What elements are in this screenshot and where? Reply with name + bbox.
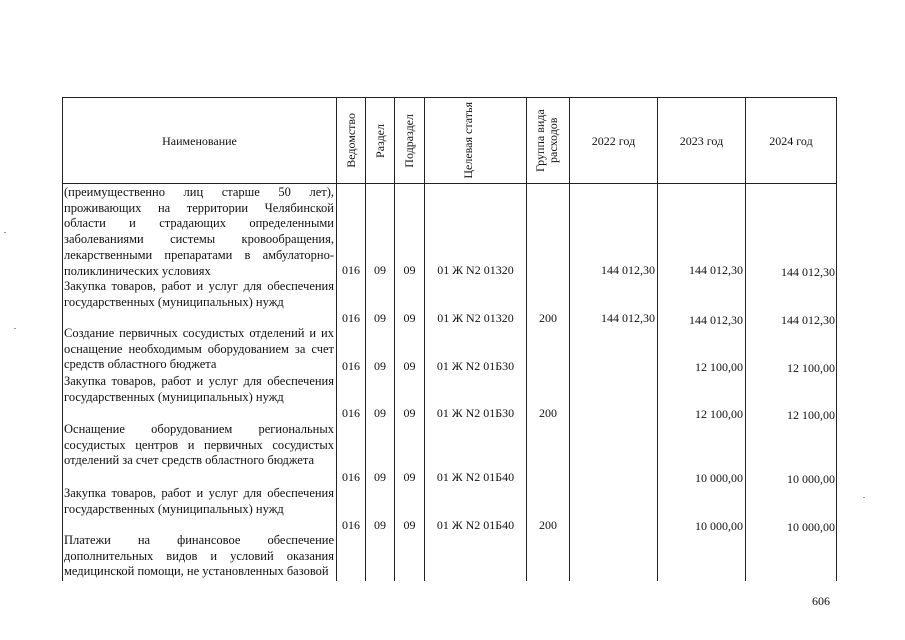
row-description: Платежи на финансовое обеспечение дополнительных видов и условий оказания медицинской помощи, не установленных базовой (64, 533, 334, 579)
cell-2023: 10 000,00 (695, 471, 743, 485)
cell-celevaya-statya: 01 Ж N2 01Б30 (436, 406, 515, 420)
cell-celevaya-statya: 01 Ж N2 01Б30 (436, 359, 515, 373)
cell-2022: 144 012,30 (601, 311, 655, 325)
cell-podrazdel: 09 (403, 406, 416, 420)
cell-razdel: 09 (374, 518, 386, 532)
row-description: Создание первичных сосудистых отделений и их оснащение необходимым оборудованием за счет средств областного бюджета (64, 326, 334, 372)
scan-speck (4, 232, 6, 233)
cell-2023: 12 100,00 (695, 407, 743, 421)
row-description: (преимущественно лиц старше 50 лет), проживающих на территории Челябинской области и страдающих определенными заболеваниями системы кровообращения, лекарственными препаратами в амбулаторно-поликлинических условиях (64, 185, 334, 278)
cell-vedomstvo: 016 (342, 311, 360, 325)
cell-razdel: 09 (374, 311, 386, 325)
cell-celevaya-statya: 01 Ж N2 01320 (437, 311, 514, 325)
cell-razdel: 09 (374, 263, 386, 277)
header-razdel: Раздел (372, 123, 387, 158)
cell-celevaya-statya: 01 Ж N2 01Б40 (436, 518, 515, 532)
header-name: Наименование (162, 133, 237, 148)
cell-2024: 144 012,30 (781, 265, 835, 279)
cell-vedomstvo: 016 (342, 406, 360, 420)
col-border (836, 97, 837, 581)
row-description: Оснащение оборудованием региональных сосудистых центров и первичных сосудистых отделений за счет средств областного бюджета (64, 422, 334, 468)
cell-2023: 144 012,30 (689, 263, 743, 277)
cell-razdel: 09 (374, 359, 386, 373)
cell-vedomstvo: 016 (342, 359, 360, 373)
header-podrazdel: Подраздел (402, 113, 416, 168)
cell-gruppa: 200 (539, 311, 557, 325)
cell-2024: 10 000,00 (787, 520, 835, 534)
header-2023: 2023 год (679, 133, 724, 148)
cell-vedomstvo: 016 (342, 518, 360, 532)
scan-speck (863, 497, 865, 498)
cell-vedomstvo: 016 (342, 263, 360, 277)
cell-podrazdel: 09 (403, 359, 416, 373)
row-description: Закупка товаров, работ и услуг для обеспечения государственных (муниципальных) нужд (64, 374, 334, 404)
cell-2024: 12 100,00 (787, 361, 835, 375)
cell-gruppa: 200 (539, 518, 557, 532)
header-gruppa-vida-rashodov: Группа вида расходов (533, 109, 560, 172)
cell-razdel: 09 (374, 406, 386, 420)
cell-vedomstvo: 016 (342, 470, 360, 484)
scan-speck (14, 328, 16, 329)
row-description: Закупка товаров, работ и услуг для обеспечения государственных (муниципальных) нужд (64, 279, 334, 309)
cell-podrazdel: 09 (403, 470, 416, 484)
header-celevaya-statya: Целевая статья (460, 102, 475, 179)
cell-podrazdel: 09 (403, 263, 416, 277)
header-vedomstvo: Ведомство (343, 113, 358, 168)
table-header-bottom-border (62, 183, 837, 184)
row-description: Закупка товаров, работ и услуг для обеспечения государственных (муниципальных) нужд (64, 486, 334, 516)
cell-2023: 10 000,00 (695, 519, 743, 533)
cell-2024: 12 100,00 (787, 408, 835, 422)
cell-2023: 12 100,00 (695, 360, 743, 374)
cell-gruppa: 200 (539, 406, 557, 420)
cell-podrazdel: 09 (403, 311, 416, 325)
cell-2024: 10 000,00 (787, 472, 835, 486)
cell-podrazdel: 09 (403, 518, 416, 532)
page-number: 606 (812, 594, 830, 608)
cell-2024: 144 012,30 (781, 313, 835, 327)
cell-2023: 144 012,30 (689, 313, 743, 327)
cell-razdel: 09 (374, 470, 386, 484)
cell-celevaya-statya: 01 Ж N2 01Б40 (436, 470, 515, 484)
cell-2022: 144 012,30 (601, 263, 655, 277)
header-2024: 2024 год (769, 133, 813, 148)
cell-celevaya-statya: 01 Ж N2 01320 (437, 263, 514, 277)
header-2022: 2022 год (591, 133, 636, 148)
